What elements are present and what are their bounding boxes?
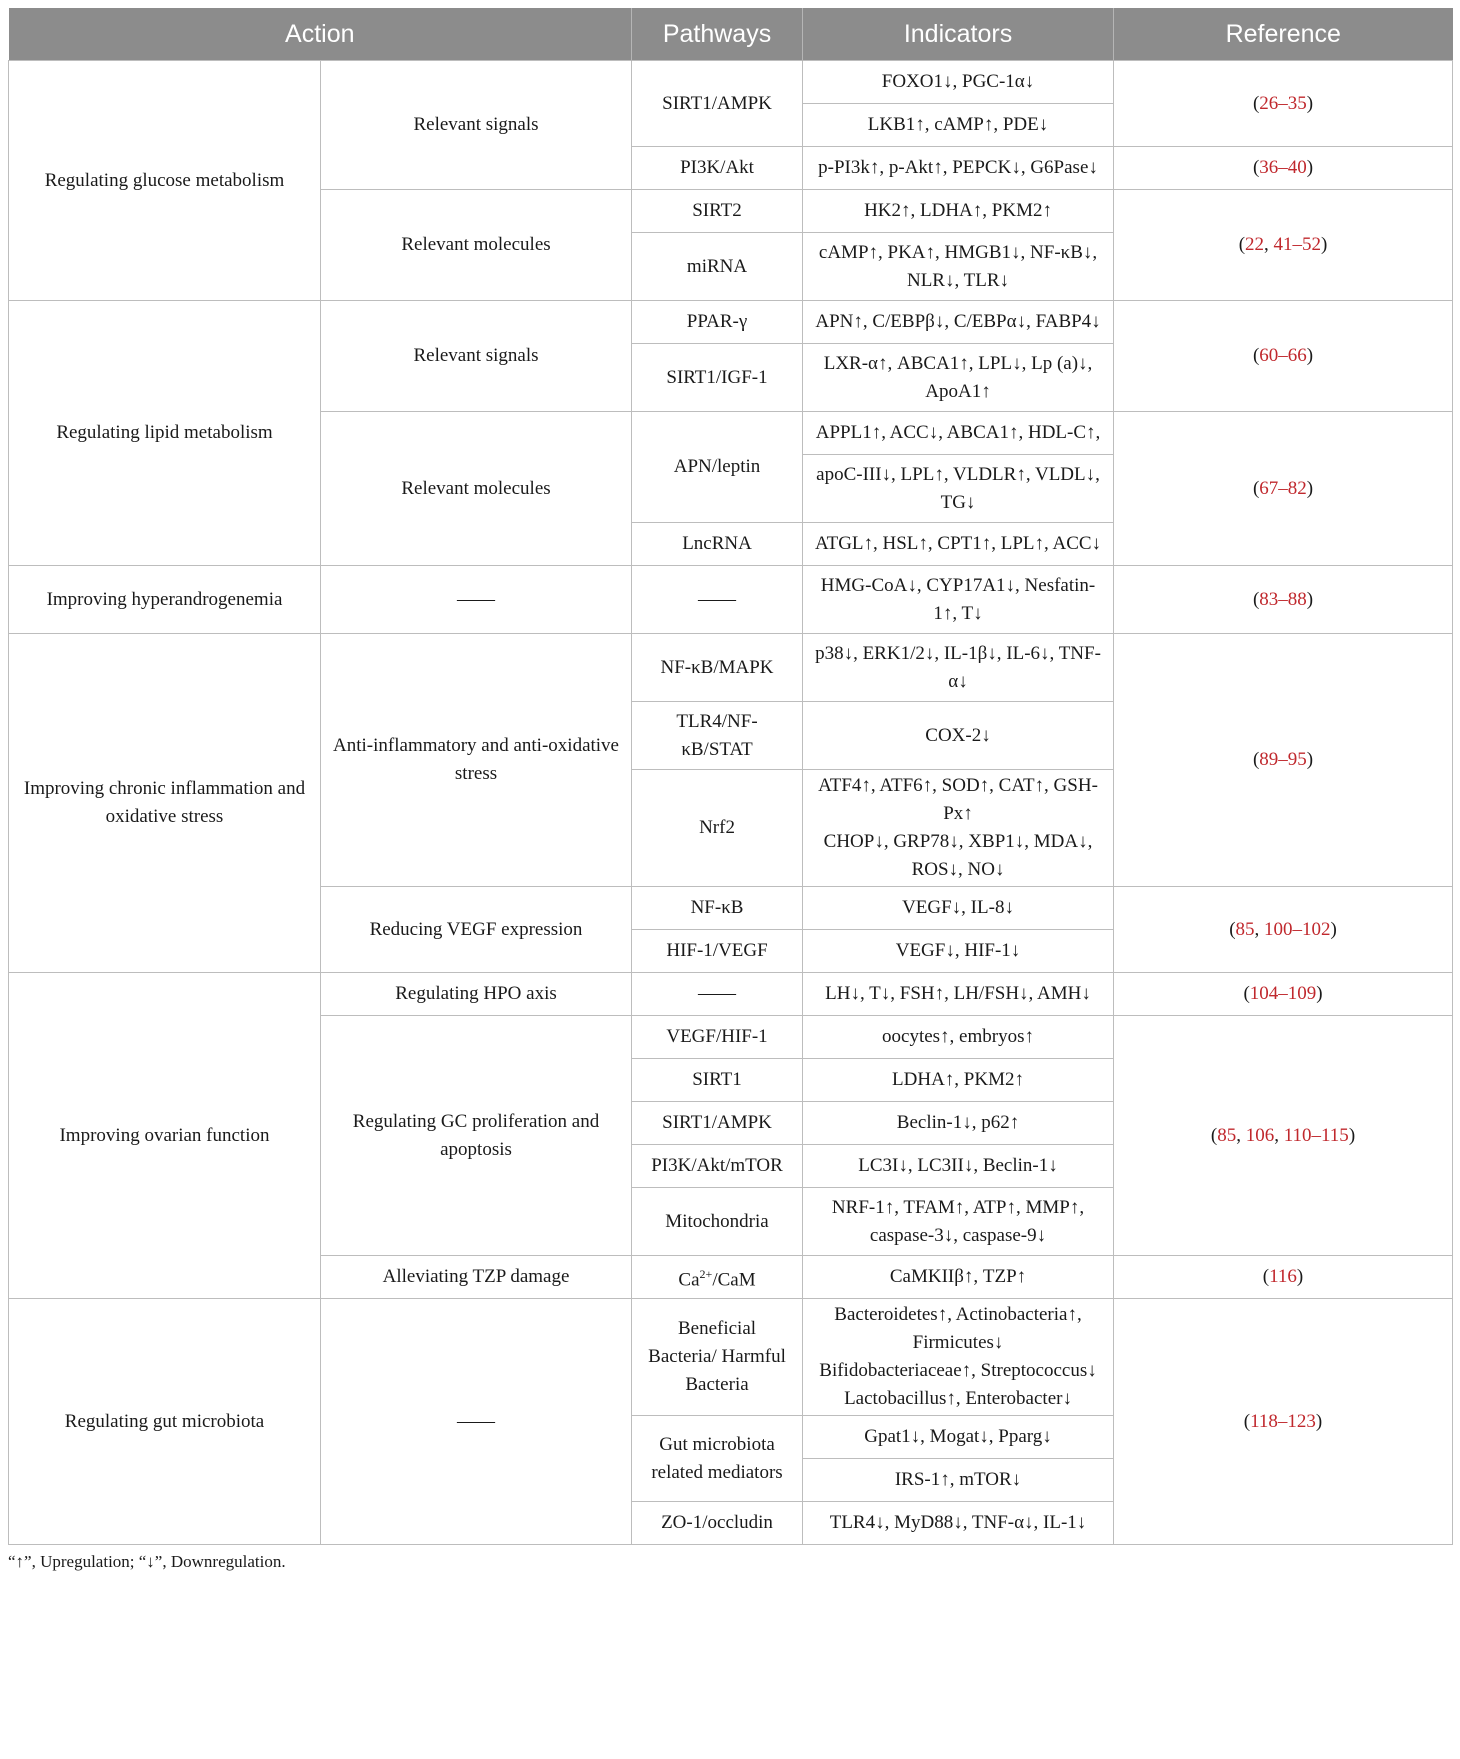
subcategory-cell: Anti-inflammatory and anti-oxidative stress <box>321 634 632 887</box>
indicator-line: Bifidobacteriaceae↑, Streptococcus↓ Lactobacillus↑, Enterobacter↓ <box>819 1360 1097 1409</box>
indicator-cell: CaMKIIβ↑, TZP↑ <box>803 1256 1114 1299</box>
reference-paren: ) <box>1306 588 1314 610</box>
action-cell: Regulating glucose metabolism <box>9 61 321 301</box>
subcategory-cell: Reducing VEGF expression <box>321 887 632 973</box>
pathway-cell: NF-κB/MAPK <box>632 634 803 702</box>
action-cell: Improving ovarian function <box>9 973 321 1299</box>
pathway-cell: SIRT1/IGF-1 <box>632 344 803 412</box>
reference-sep: , <box>1254 918 1265 940</box>
subcategory-cell: Regulating GC proliferation and apoptosis <box>321 1016 632 1256</box>
reference-cell <box>1114 1299 1453 1545</box>
pathway-superscript: 2+ <box>699 1266 713 1281</box>
indicator-cell: VEGF↓, IL-8↓ <box>803 887 1114 930</box>
reference-paren: ( <box>1252 477 1260 499</box>
table-row <box>9 566 1453 634</box>
indicator-cell: FOXO1↓, PGC-1α↓ <box>803 61 1114 104</box>
action-cell: Regulating gut microbiota <box>9 1299 321 1545</box>
reference-link[interactable]: 106 <box>1245 1124 1275 1146</box>
reference-link[interactable]: 85 <box>1217 1124 1237 1146</box>
table-figure <box>8 8 1452 1573</box>
indicator-cell: LXR-α↑, ABCA1↑, LPL↓, Lp (a)↓, ApoA1↑ <box>803 344 1114 412</box>
subcategory-cell: Relevant molecules <box>321 412 632 566</box>
reference-paren: ( <box>1238 234 1246 255</box>
table-row <box>9 61 1453 104</box>
indicator-cell: p-PI3k↑, p-Akt↑, PEPCK↓, G6Pase↓ <box>803 147 1114 190</box>
indicator-cell: LC3I↓, LC3II↓, Beclin-1↓ <box>803 1145 1114 1188</box>
reference-paren: ) <box>1330 918 1337 940</box>
pathway-cell: NF-κB <box>632 887 803 930</box>
data-table <box>8 8 1453 1545</box>
pathway-cell: miRNA <box>632 233 803 301</box>
table-row <box>9 634 1453 702</box>
reference-sep: , <box>1274 1124 1284 1146</box>
reference-cell <box>1114 147 1453 190</box>
indicator-cell: Beclin-1↓, p62↑ <box>803 1102 1114 1145</box>
pathway-cell: PPAR-γ <box>632 301 803 344</box>
reference-link[interactable]: 89–95 <box>1259 749 1307 770</box>
reference-link[interactable]: 85 <box>1235 918 1255 940</box>
reference-paren: ) <box>1306 157 1314 178</box>
action-cell: Regulating lipid metabolism <box>9 301 321 566</box>
reference-paren: ) <box>1315 1410 1323 1432</box>
reference-paren: ) <box>1306 92 1314 114</box>
reference-paren: ) <box>1306 477 1314 499</box>
pathway-cell: SIRT2 <box>632 190 803 233</box>
reference-link[interactable]: 110–115 <box>1283 1124 1349 1146</box>
reference-link[interactable]: 118–123 <box>1250 1410 1316 1432</box>
action-cell: Improving hyperandrogenemia <box>9 566 321 634</box>
reference-paren: ( <box>1252 157 1260 178</box>
indicator-cell: oocytes↑, embryos↑ <box>803 1016 1114 1059</box>
reference-paren: ) <box>1348 1124 1356 1146</box>
indicator-cell: IRS-1↑, mTOR↓ <box>803 1459 1114 1502</box>
pathway-cell: VEGF/HIF-1 <box>632 1016 803 1059</box>
indicator-cell: APN↑, C/EBPβ↓, C/EBPα↓, FABP4↓ <box>803 301 1114 344</box>
reference-link[interactable]: 26–35 <box>1259 92 1307 114</box>
reference-paren: ( <box>1210 1124 1218 1146</box>
indicator-line: Bacteroidetes↑, Actinobacteria↑, Firmicutes↓ <box>834 1304 1082 1353</box>
reference-cell <box>1114 412 1453 566</box>
reference-cell <box>1114 301 1453 412</box>
reference-cell <box>1114 1016 1453 1256</box>
indicator-cell: ATGL↑, HSL↑, CPT1↑, LPL↑, ACC↓ <box>803 523 1114 566</box>
indicator-line: ATF4↑, ATF6↑, SOD↑, CAT↑, GSH-Px↑ <box>818 775 1098 824</box>
pathway-cell: APN/leptin <box>632 412 803 523</box>
reference-paren: ( <box>1229 918 1236 940</box>
reference-sep: , <box>1236 1124 1246 1146</box>
indicator-cell: Gpat1↓, Mogat↓, Pparg↓ <box>803 1416 1114 1459</box>
pathway-cell: SIRT1/AMPK <box>632 61 803 147</box>
pathway-cell: Beneficial Bacteria/ Harmful Bacteria <box>632 1299 803 1416</box>
indicator-cell: VEGF↓, HIF-1↓ <box>803 930 1114 973</box>
pathway-cell: HIF-1/VEGF <box>632 930 803 973</box>
pathway-cell: LncRNA <box>632 523 803 566</box>
indicator-cell: apoC-III↓, LPL↑, VLDLR↑, VLDL↓, TG↓ <box>803 455 1114 523</box>
table-row <box>9 1299 1453 1416</box>
pathway-cell: Mitochondria <box>632 1188 803 1256</box>
indicator-cell: LDHA↑, PKM2↑ <box>803 1059 1114 1102</box>
header-reference: Reference <box>1114 8 1453 61</box>
indicator-cell: HMG-CoA↓, CYP17A1↓, Nesfatin-1↑, T↓ <box>803 566 1114 634</box>
reference-cell <box>1114 887 1453 973</box>
reference-cell <box>1114 61 1453 147</box>
subcategory-cell: Relevant signals <box>321 61 632 190</box>
reference-link[interactable]: 36–40 <box>1259 157 1307 178</box>
subcategory-cell: Relevant molecules <box>321 190 632 301</box>
reference-cell <box>1114 634 1453 887</box>
reference-cell <box>1114 1256 1453 1299</box>
reference-paren: ) <box>1316 983 1323 1004</box>
indicator-cell: APPL1↑, ACC↓, ABCA1↑, HDL-C↑, <box>803 412 1114 455</box>
pathway-cell: Nrf2 <box>632 770 803 887</box>
indicator-cell: cAMP↑, PKA↑, HMGB1↓, NF-κB↓, NLR↓, TLR↓ <box>803 233 1114 301</box>
reference-link[interactable]: 116 <box>1269 1266 1297 1287</box>
subcategory-cell: Alleviating TZP damage <box>321 1256 632 1299</box>
pathway-cell: Gut microbiota related mediators <box>632 1416 803 1502</box>
reference-paren: ) <box>1296 1266 1304 1287</box>
indicator-cell <box>803 1299 1114 1416</box>
reference-link[interactable]: 22 <box>1245 234 1265 255</box>
reference-link[interactable]: 60–66 <box>1259 345 1307 366</box>
indicator-cell <box>803 770 1114 887</box>
reference-cell <box>1114 190 1453 301</box>
reference-link[interactable]: 41–52 <box>1273 234 1322 255</box>
reference-paren: ( <box>1243 983 1250 1004</box>
pathway-cell: —— <box>632 973 803 1016</box>
reference-paren: ( <box>1252 749 1260 770</box>
header-indicators: Indicators <box>803 8 1114 61</box>
reference-sep: , <box>1264 234 1274 255</box>
indicator-cell: NRF-1↑, TFAM↑, ATP↑, MMP↑, caspase-3↓, caspase-9↓ <box>803 1188 1114 1256</box>
reference-link[interactable]: 100–102 <box>1264 918 1331 940</box>
pathway-cell: SIRT1 <box>632 1059 803 1102</box>
table-footnote: “↑”, Upregulation; “↓”, Downregulation. <box>8 1552 286 1571</box>
action-cell: Improving chronic inflammation and oxidative stress <box>9 634 321 973</box>
pathway-cell <box>632 1256 803 1299</box>
reference-paren: ) <box>1306 345 1314 366</box>
table-row <box>9 973 1453 1016</box>
subcategory-cell: —— <box>321 1299 632 1545</box>
header-row <box>9 8 1453 61</box>
indicator-cell: COX-2↓ <box>803 702 1114 770</box>
reference-paren: ( <box>1243 1410 1251 1432</box>
indicator-cell: HK2↑, LDHA↑, PKM2↑ <box>803 190 1114 233</box>
reference-cell <box>1114 973 1453 1016</box>
reference-paren: ( <box>1252 588 1260 610</box>
reference-paren: ) <box>1306 749 1314 770</box>
pathway-cell: PI3K/Akt/mTOR <box>632 1145 803 1188</box>
pathway-cell: ZO-1/occludin <box>632 1502 803 1545</box>
pathway-cell: TLR4/NF-κB/STAT <box>632 702 803 770</box>
header-action: Action <box>9 8 632 61</box>
pathway-cell: SIRT1/AMPK <box>632 1102 803 1145</box>
pathway-cell: —— <box>632 566 803 634</box>
header-pathways: Pathways <box>632 8 803 61</box>
indicator-cell: TLR4↓, MyD88↓, TNF-α↓, IL-1↓ <box>803 1502 1114 1545</box>
indicator-line: CHOP↓, GRP78↓, XBP1↓, MDA↓, ROS↓, NO↓ <box>823 831 1093 880</box>
reference-link[interactable]: 67–82 <box>1259 477 1307 499</box>
reference-paren: ( <box>1262 1266 1270 1287</box>
indicator-cell: p38↓, ERK1/2↓, IL-1β↓, IL-6↓, TNF-α↓ <box>803 634 1114 702</box>
reference-link[interactable]: 104–109 <box>1249 983 1317 1004</box>
reference-link[interactable]: 83–88 <box>1259 588 1307 610</box>
pathway-rest: /CaM <box>712 1269 756 1291</box>
subcategory-cell: Relevant signals <box>321 301 632 412</box>
reference-paren: ) <box>1321 234 1328 255</box>
pathway-cell: PI3K/Akt <box>632 147 803 190</box>
reference-paren: ( <box>1252 92 1260 114</box>
reference-cell <box>1114 566 1453 634</box>
table-row <box>9 301 1453 344</box>
pathway-base: Ca <box>678 1269 700 1291</box>
indicator-cell: LH↓, T↓, FSH↑, LH/FSH↓, AMH↓ <box>803 973 1114 1016</box>
indicator-cell: LKB1↑, cAMP↑, PDE↓ <box>803 104 1114 147</box>
subcategory-cell: —— <box>321 566 632 634</box>
reference-paren: ( <box>1252 345 1260 366</box>
subcategory-cell: Regulating HPO axis <box>321 973 632 1016</box>
